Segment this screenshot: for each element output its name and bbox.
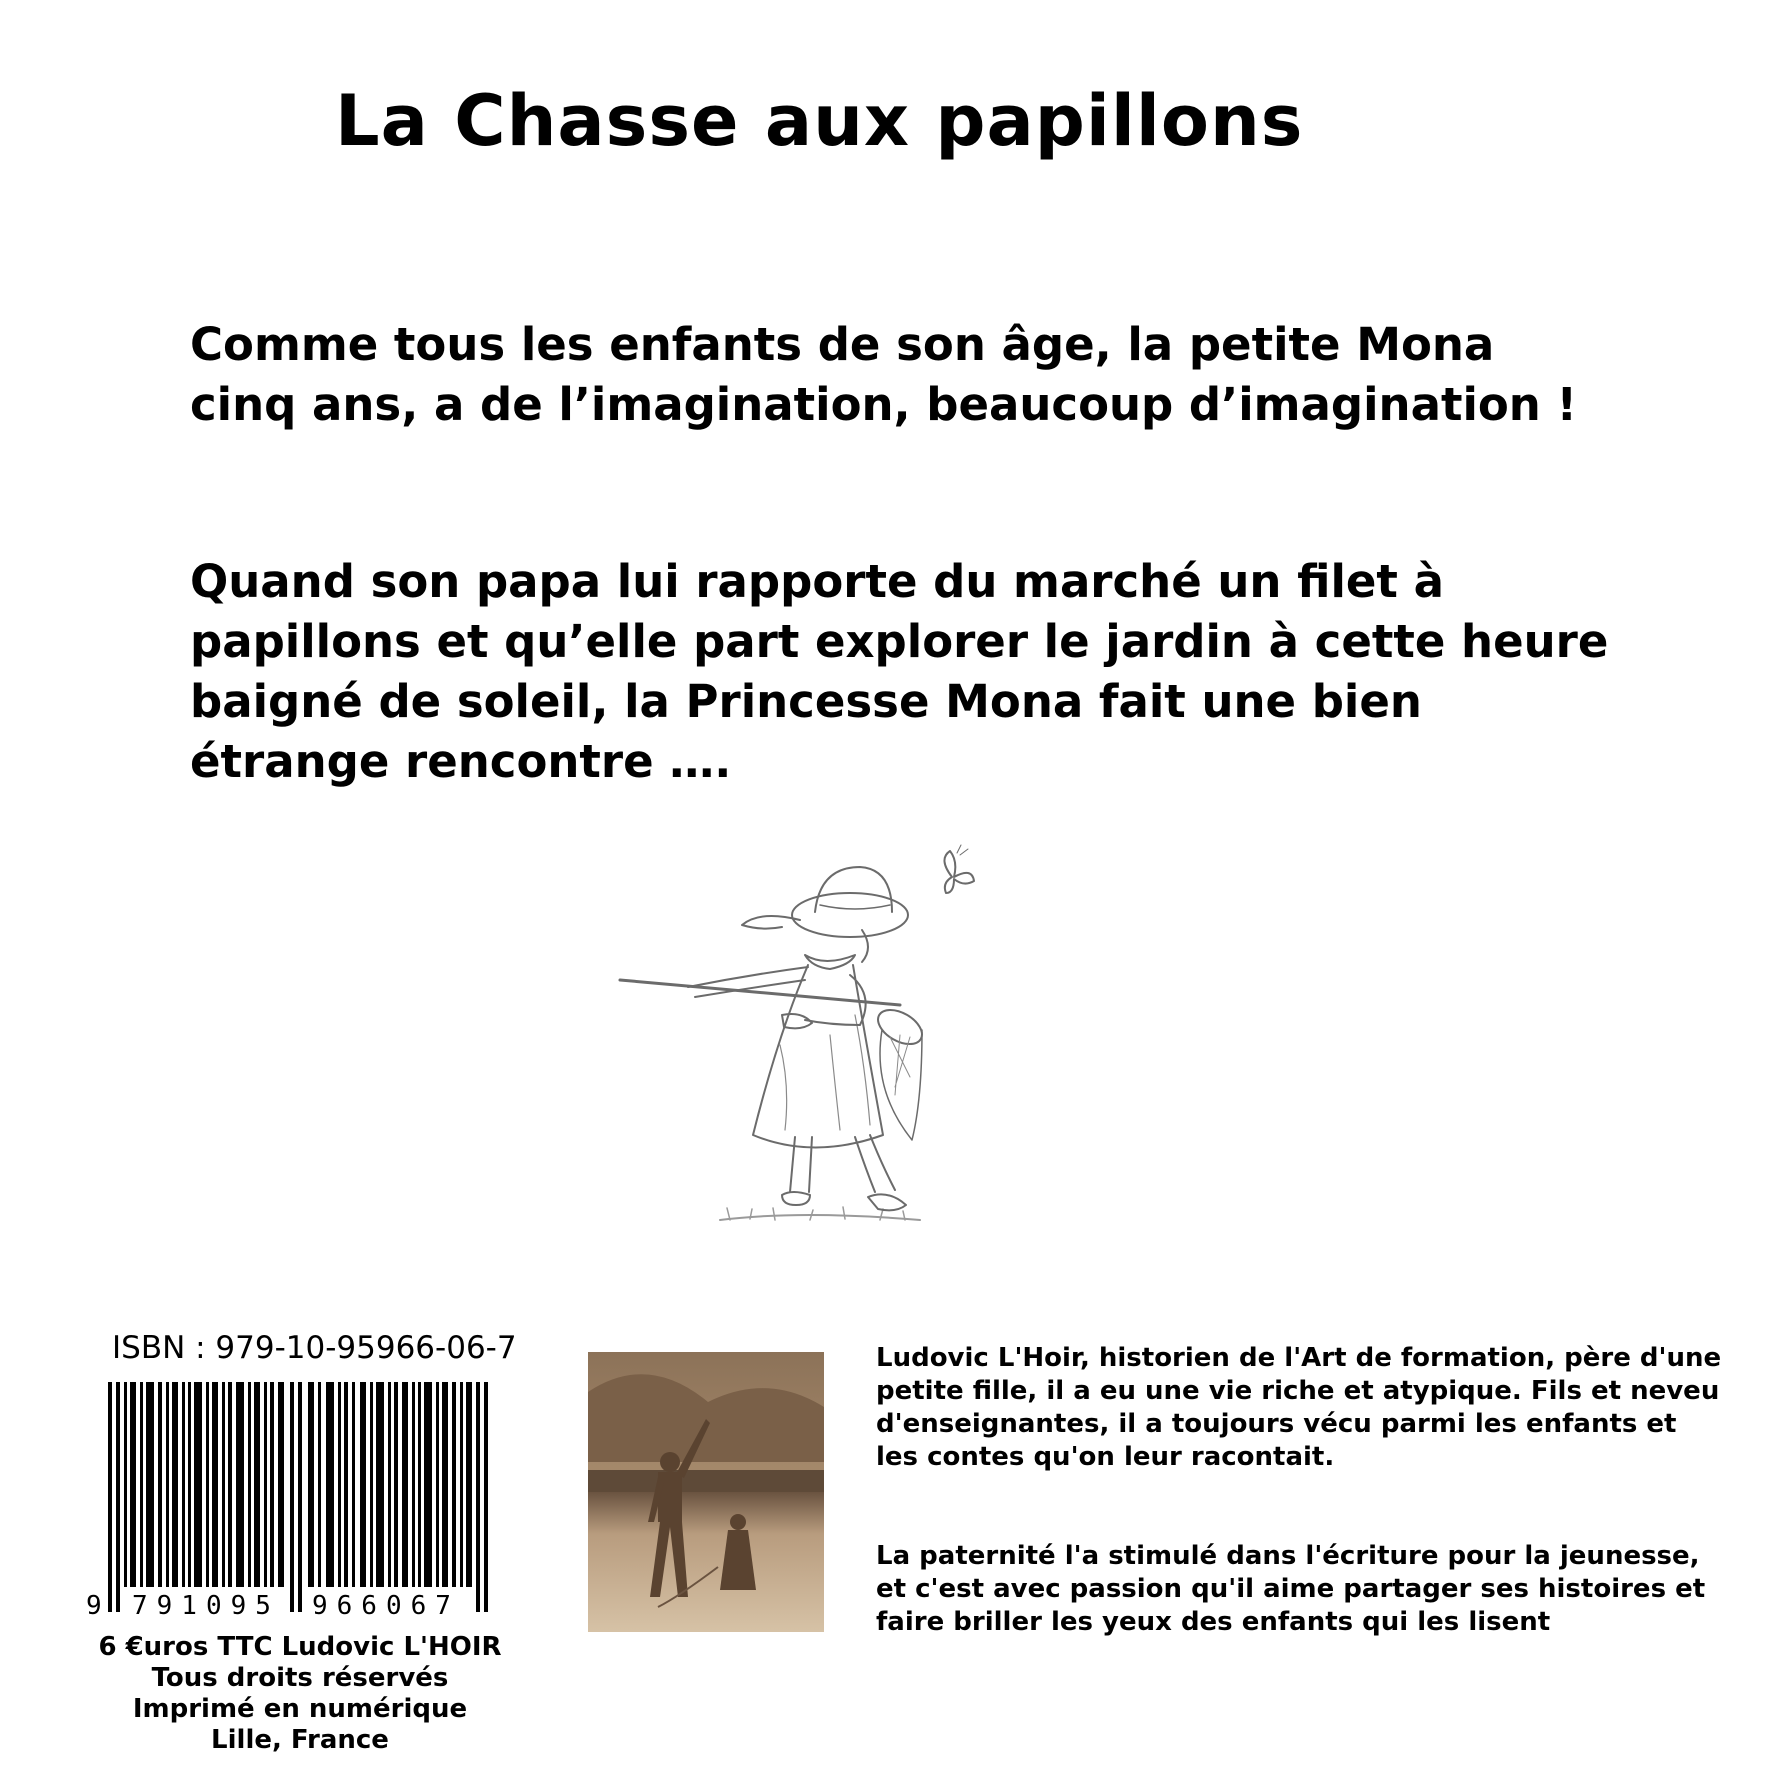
- price-line: 6 €uros TTC Ludovic L'HOIR: [98, 1632, 502, 1662]
- blurb-paragraph-2: Quand son papa lui rapporte du marché un filet à papillons et qu’elle part explorer le jardin à cette heure baigné de soleil, la Princesse Mona fait une bien étrange rencontre ….: [190, 555, 1609, 788]
- barcode-first-digit: 9: [86, 1591, 102, 1621]
- printing-line: Imprimé en numérique: [132, 1694, 468, 1724]
- location-line: Lille, France: [211, 1725, 389, 1755]
- author-bio-paragraph-2: La paternité l'a stimulé dans l'écriture pour la jeunesse, et c'est avec passion qu'il aime partager ses histoires et faire briller les yeux des enfants qui les lisent: [876, 1541, 1706, 1637]
- author-photo: [588, 1352, 824, 1632]
- barcode-left-digits: 791095: [132, 1591, 280, 1621]
- isbn-number: ISBN : 979-10-95966-06-7: [112, 1330, 517, 1366]
- rights-line: Tous droits réservés: [151, 1663, 449, 1693]
- barcode: [80, 1382, 520, 1632]
- barcode-right-digits: 966067: [312, 1591, 460, 1621]
- blurb-paragraph-1: Comme tous les enfants de son âge, la petite Mona cinq ans, a de l’imagination, beaucoup d’imagination !: [190, 318, 1578, 431]
- book-title: La Chasse aux papillons: [335, 80, 1304, 162]
- author-bio-paragraph-1: Ludovic L'Hoir, historien de l'Art de formation, père d'une petite fille, il a eu une vie riche et atypique. Fils et neveu d'enseignantes, il a toujours vécu parmi les enfants et les contes qu'on leur racontait.: [876, 1343, 1722, 1472]
- girl-with-butterfly-net-illustration: [600, 815, 1040, 1255]
- price-and-rights: [80, 1632, 520, 1756]
